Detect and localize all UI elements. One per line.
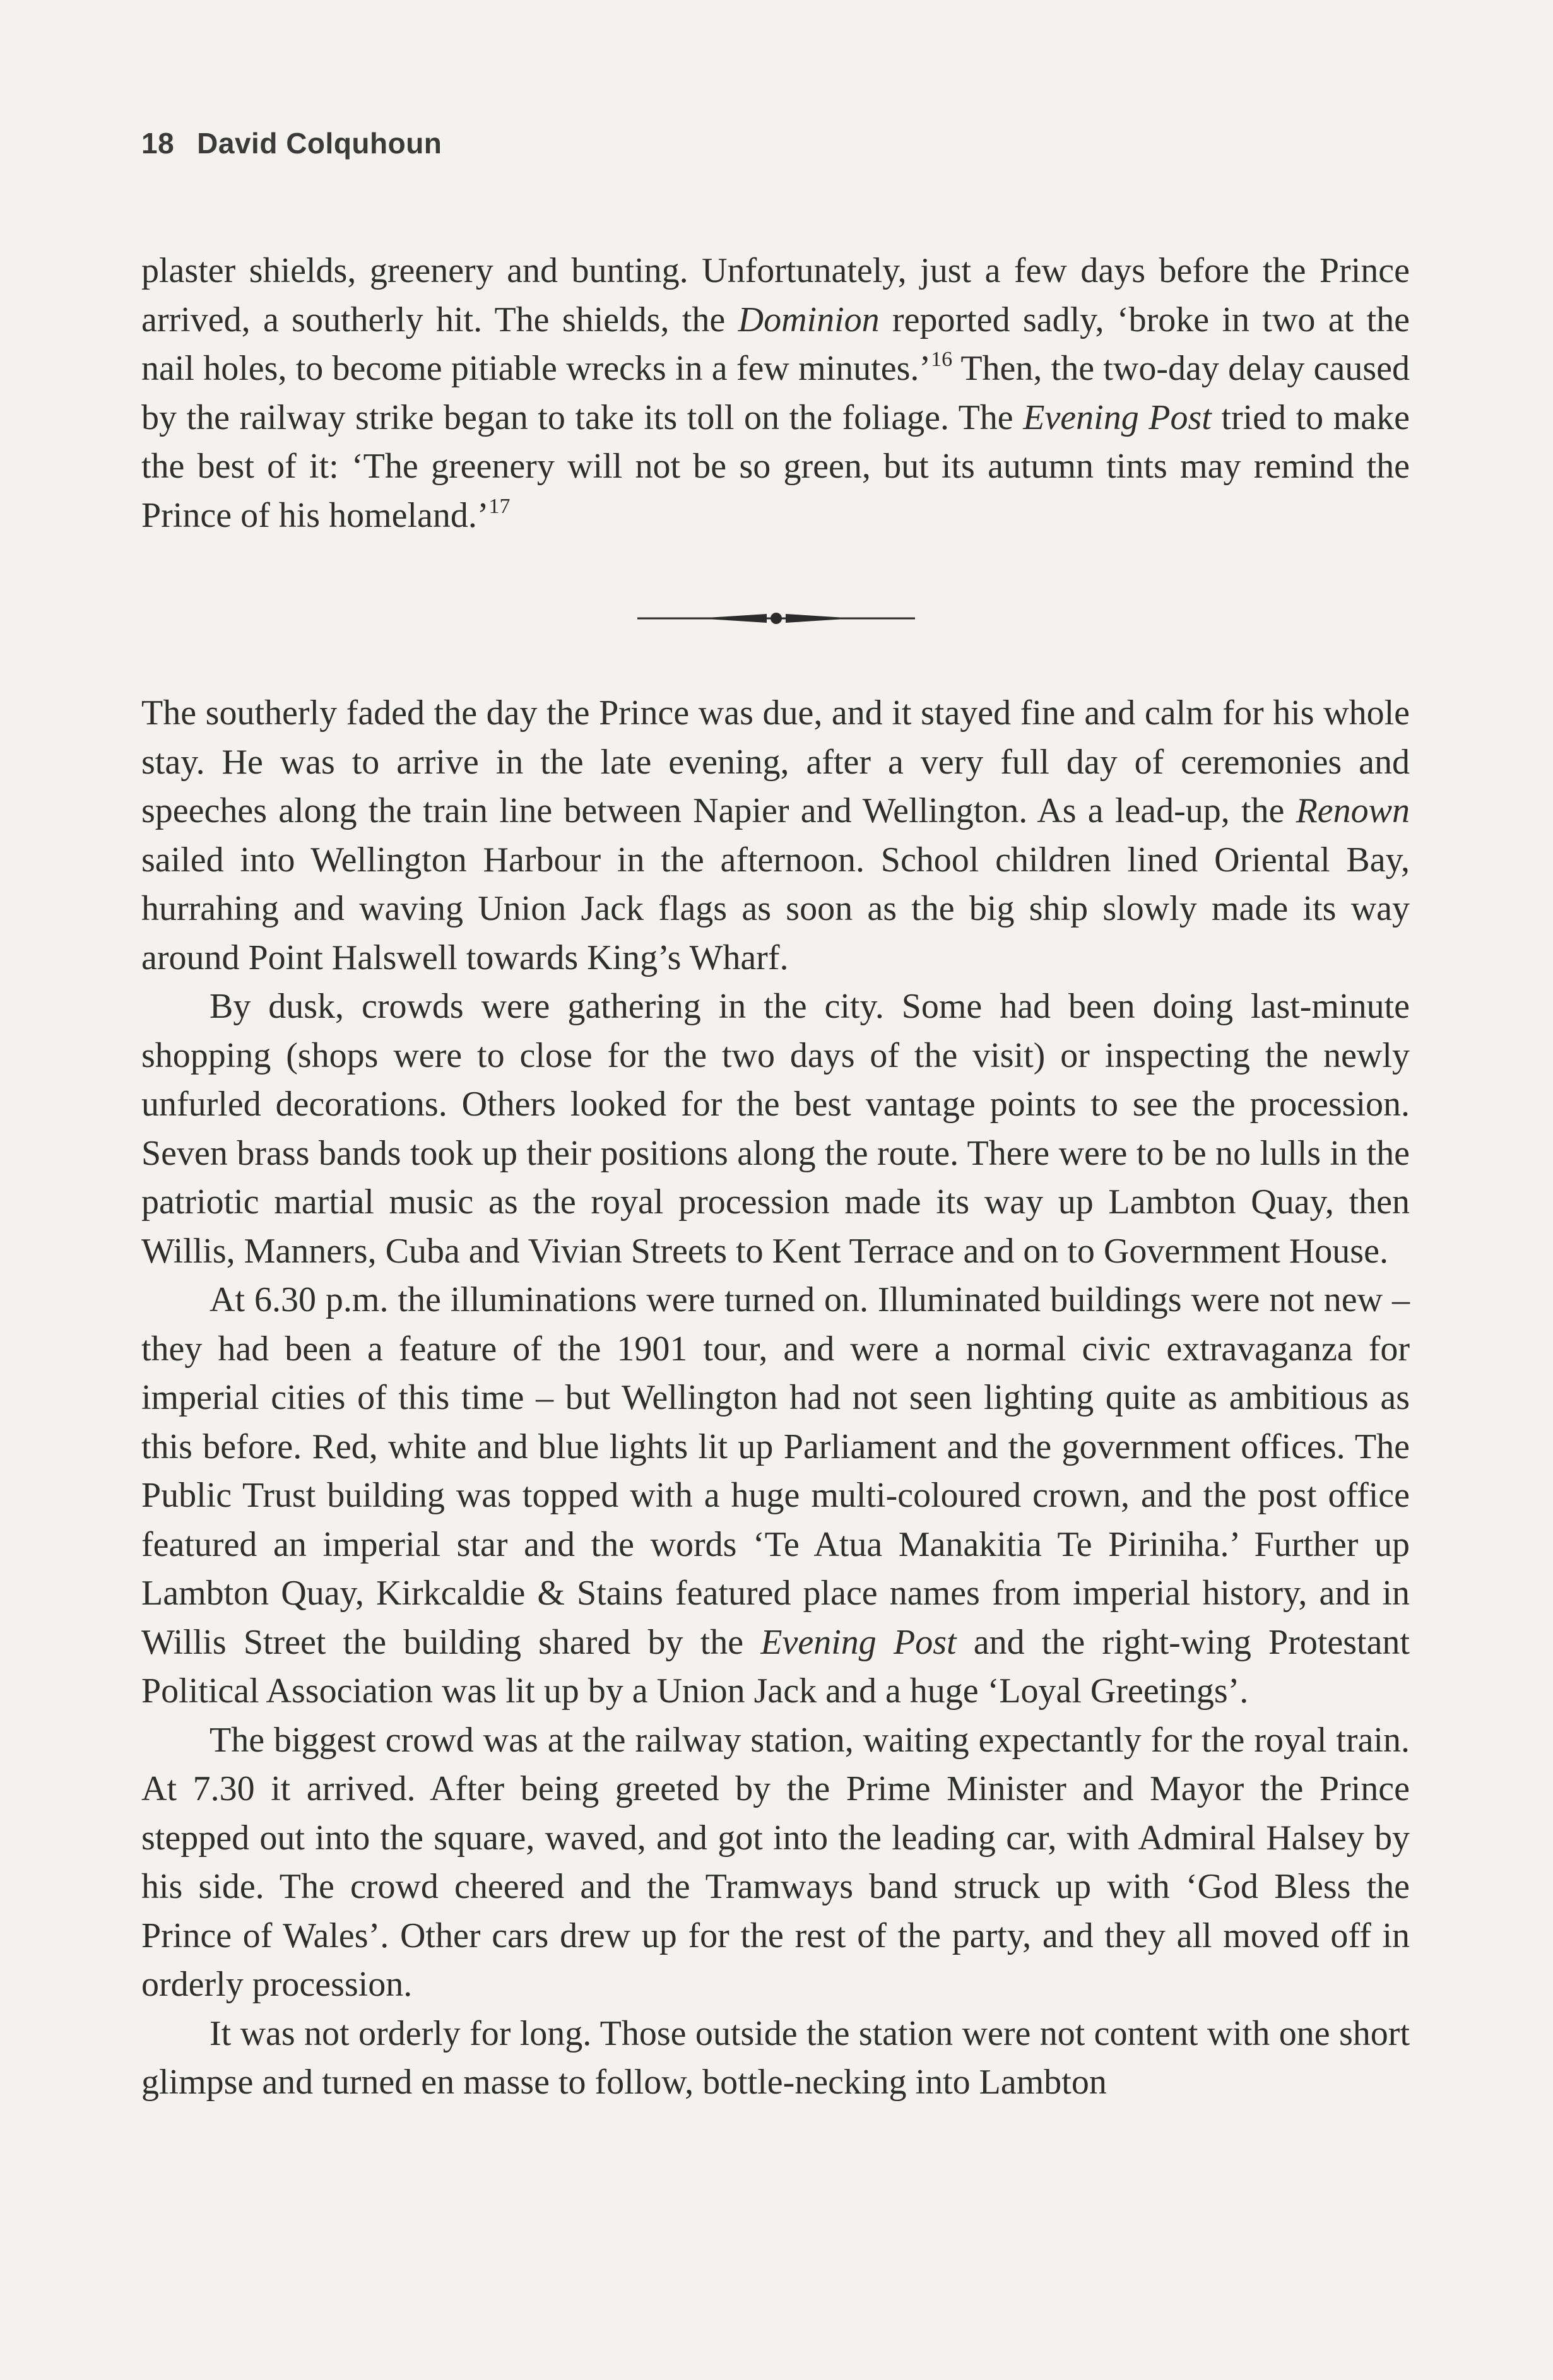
italic-title: Evening Post: [760, 1622, 957, 1662]
text-run: tried to make the best of it: ‘The greenery will not be so green, but its autumn tints may remind the Prince of his homeland.’: [141, 398, 1410, 535]
paragraph: [141, 247, 1410, 540]
paragraph: The biggest crowd was at the railway station, waiting expectantly for the royal train. At 7.30 it arrived. After being greeted by the Prime Minister and Mayor the Prince stepped out into the square, waved, and got into the leading car, with Admiral Halsey by his side. The crowd cheered and the Tramways band struck up with ‘God Bless the Prince of Wales’. Other cars drew up for the rest of the party, and they all moved off in orderly procession.: [141, 1720, 1410, 2004]
section-break-ornament-icon: [637, 606, 915, 631]
running-head-author: David Colquhoun: [197, 127, 442, 160]
text-run: plaster shields, greenery and bunting. Unfortunately, just a few days before the Prince arrived, a southerly hit. The shields, the: [141, 251, 1410, 339]
section-1-text: [141, 247, 1410, 540]
footnote-ref: 17: [488, 494, 511, 518]
paragraph: It was not orderly for long. Those outside the station were not content with one short glimpse and turned en masse to follow, bottle-necking into Lambton: [141, 2013, 1410, 2102]
section-2-text: [141, 689, 1410, 2107]
italic-title: Dominion: [738, 300, 880, 339]
text-run: and the right-wing Protestant Political Association was lit up by a Union Jack and a huge ‘Loyal Greetings’.: [141, 1622, 1410, 1711]
italic-title: Evening Post: [1023, 398, 1212, 437]
italic-ship-name: Renown: [1296, 791, 1410, 830]
page-number: 18: [141, 127, 175, 160]
text-run: Then, the two-day delay caused by the railway strike began to take its toll on the foliage. The: [141, 349, 1410, 437]
running-head: [141, 126, 442, 160]
text-run: reported sadly, ‘broke in two at the nail holes, to become pitiable wrecks in a few minutes.’: [141, 300, 1410, 388]
footnote-ref: 16: [931, 348, 953, 371]
paragraph: [141, 1276, 1410, 1716]
text-run: The southerly faded the day the Prince was due, and it stayed fine and calm for his whole stay. He was to arrive in the late evening, after a very full day of ceremonies and speeches along the train line between Napier and Wellington. As a lead-up, the: [141, 693, 1410, 830]
paragraph: [141, 689, 1410, 982]
paragraph: By dusk, crowds were gathering in the city. Some had been doing last-minute shopping (shops were to close for the two days of the visit) or inspecting the newly unfurled decorations. Others looked for the best vantage points to see the procession. Seven brass bands took up their positions along the route. There were to be no lulls in the patriotic martial music as the royal procession made its way up Lambton Quay, then Willis, Manners, Cuba and Vivian Streets to Kent Terrace and on to Government House.: [141, 987, 1410, 1271]
text-run: At 6.30 p.m. the illuminations were turned on. Illuminated buildings were not new – they had been a feature of the 1901 tour, and were a normal civic extravaganza for imperial cities of this time – but Wellington had not seen lighting quite as ambitious as this before. Red, white and blue lights lit up Parliament and the government offices. The Public Trust building was topped with a huge multi-coloured crown, and the post office featured an imperial star and the words ‘Te Atua Manakitia Te Piriniha.’ Further up Lambton Quay, Kirkcaldie & Stains featured place names from imperial history, and in Willis Street the building shared by the: [141, 1280, 1410, 1662]
text-run: sailed into Wellington Harbour in the afternoon. School children lined Oriental Bay, hurrahing and waving Union Jack flags as soon as the big ship slowly made its way around Point Halswell towards King’s Wharf.: [141, 840, 1410, 977]
